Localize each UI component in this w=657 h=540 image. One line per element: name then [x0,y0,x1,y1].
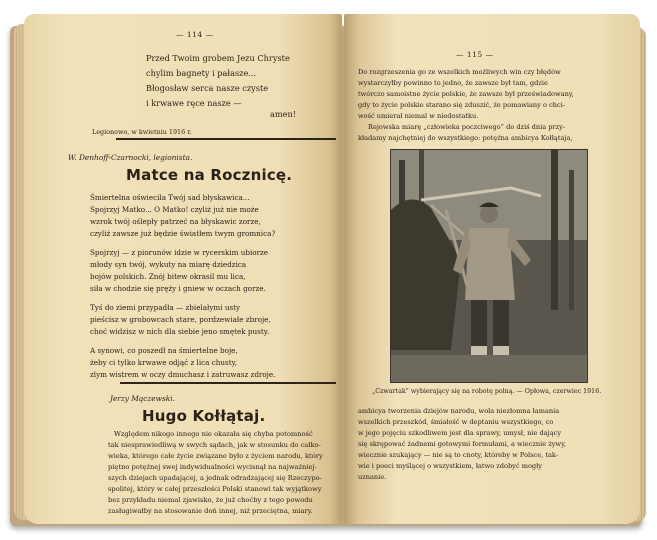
poem-line: Przed Twoim grobem Jezu Chryste [146,53,290,63]
article-line: szych dziejach upadającej, a jednak odradzającej się Rzeczypo- [108,474,322,482]
article-line: zasługiwałby na stosowanie doń innej, niż przeciętna, miary. [108,507,313,515]
left-page [24,14,342,524]
paragraph-line: Do rozgrzeszenia go ze wszelkich możliwych win czy błędów [358,68,561,76]
poem-line: wzrok twój oślepły patrzeć na błyskawic zorze, [90,217,261,226]
paragraph-line: w jego pojęciu szkodliwem jest dla sprawy, umysł, nie dający [358,429,562,437]
poem-line: pieścisz w grobowcach stare, pordzewiałe zbroje, [90,315,271,324]
section-divider [116,138,336,140]
paragraph-line: wszelkich przeszkód, śmiałość w deptaniu wszystkiego, co [358,418,554,426]
article-title: Hugo Kołłątaj. [142,407,266,425]
paragraph-line: uznanie. [358,473,387,481]
paragraph-line: wość umierał niemal w niedostatku. [358,112,479,120]
article-line: Względem nikogo innego nie okazała się chyba potomność [114,430,313,438]
article-line: piętno potężnej swej indywidualności wycisnął na najważniej- [108,463,317,471]
poem-line: choć widzisz w nich dla siebie jeno smętek pusty. [90,327,270,336]
poem-line: Spojrzyj Matko... O Matko! czyliż już nie może [90,205,259,214]
photo-caption: „Czwartak” wybierający się na robotę polną. — Opłowa, czerwiec 1916. [372,388,602,395]
paragraph-line: gdy to życie polskie starano się zduszić, że pomawiany o chci- [358,101,566,109]
paragraph-line: ambicya tworzenia dziejów narodu, wola niezłomna łamania [358,407,560,415]
poem-amen: amen! [270,109,297,119]
soldier-photograph [390,149,588,383]
paragraph-line: wystarczyłby powinno to jedno, że zawsze był tam, gdzie [358,79,548,87]
paragraph-line: wie i poeci myślącej o wszystkiem, łatwo zdobyć mogły [358,462,542,470]
poem-line: siła w chodzie się pręży i gniew w oczach gorze. [90,284,266,293]
poem-line: zlym wistrem w oczy dmuchasz i zatruwasz zdroje. [90,370,276,379]
right-page [344,14,640,524]
paragraph-line: twórczo samoistne życie polskie, że zawsze był przeświadowany, [358,90,574,98]
date-line: Legionowo, w kwietniu 1916 r. [92,128,192,136]
poem-line: A synowi, co poszedł na śmiertelne boje, [90,346,238,355]
author-line: W. Denhoff-Czarnocki, legionista. [68,153,193,162]
photo-scene-image [391,150,587,382]
paragraph-line: Rejowska miarę „człowieka poczciwego” do dziś dnia przy- [368,123,566,131]
poem-title: Matce na Rocznicę. [126,166,293,184]
section-divider [120,382,336,384]
paragraph-line: się skrępować żadnemi gotowymi formułami, a wiecznie żywy, [358,440,567,448]
poem-line: Spojrzyj — z piorunów idzie w rycerskim ubiorze [90,248,269,257]
author-line: Jerzy Mączewski. [110,394,175,403]
poem-line: Tyś do ziemi przypadła — zbielałymi usty [90,303,241,312]
paragraph-line: kładamy najchętniej do wszystkiego: potężna ambicya Kołłątaja, [358,134,573,142]
article-line: tak niesprawiedliwą w swych sądach, jak w stosunku do całko- [108,441,321,449]
article-line: wieka, którego całe życie związane było z życiem narodu, który [108,452,323,460]
page-number: — 114 — [176,30,214,39]
poem-line: bojów polskich. Znój bitew okrasil mu lica, [90,272,246,281]
article-line: bez przykładu niemal zjawisko, że już choćby z tego powodu [108,496,313,504]
poem-line: czyliż zawsze już będzie światłem twym gromnica? [90,229,276,238]
open-book [10,14,646,530]
poem-line: młody syn twój, wykuty na miarę dziedzica [90,260,247,269]
poem-line: Błogosław serca nasze czyste [146,83,269,93]
poem-line: Śmiertelna oświecila Twój sad błyskawica... [90,193,250,202]
paragraph-line: wiecznie szukający — nie są to cnoty, któreby w Polsce, tak- [358,451,559,459]
poem-line: żeby ci tylko krwawe odjąć z lica chusty, [90,358,237,367]
page-number: — 115 — [456,50,494,59]
poem-line: chylim bagnety i pałasze... [146,68,257,78]
article-line: spolitej, który w całej przeszłości Polski stanowi tak wyjątkowy [108,485,322,493]
poem-line: i krwawe ręce nasze — [146,98,242,108]
